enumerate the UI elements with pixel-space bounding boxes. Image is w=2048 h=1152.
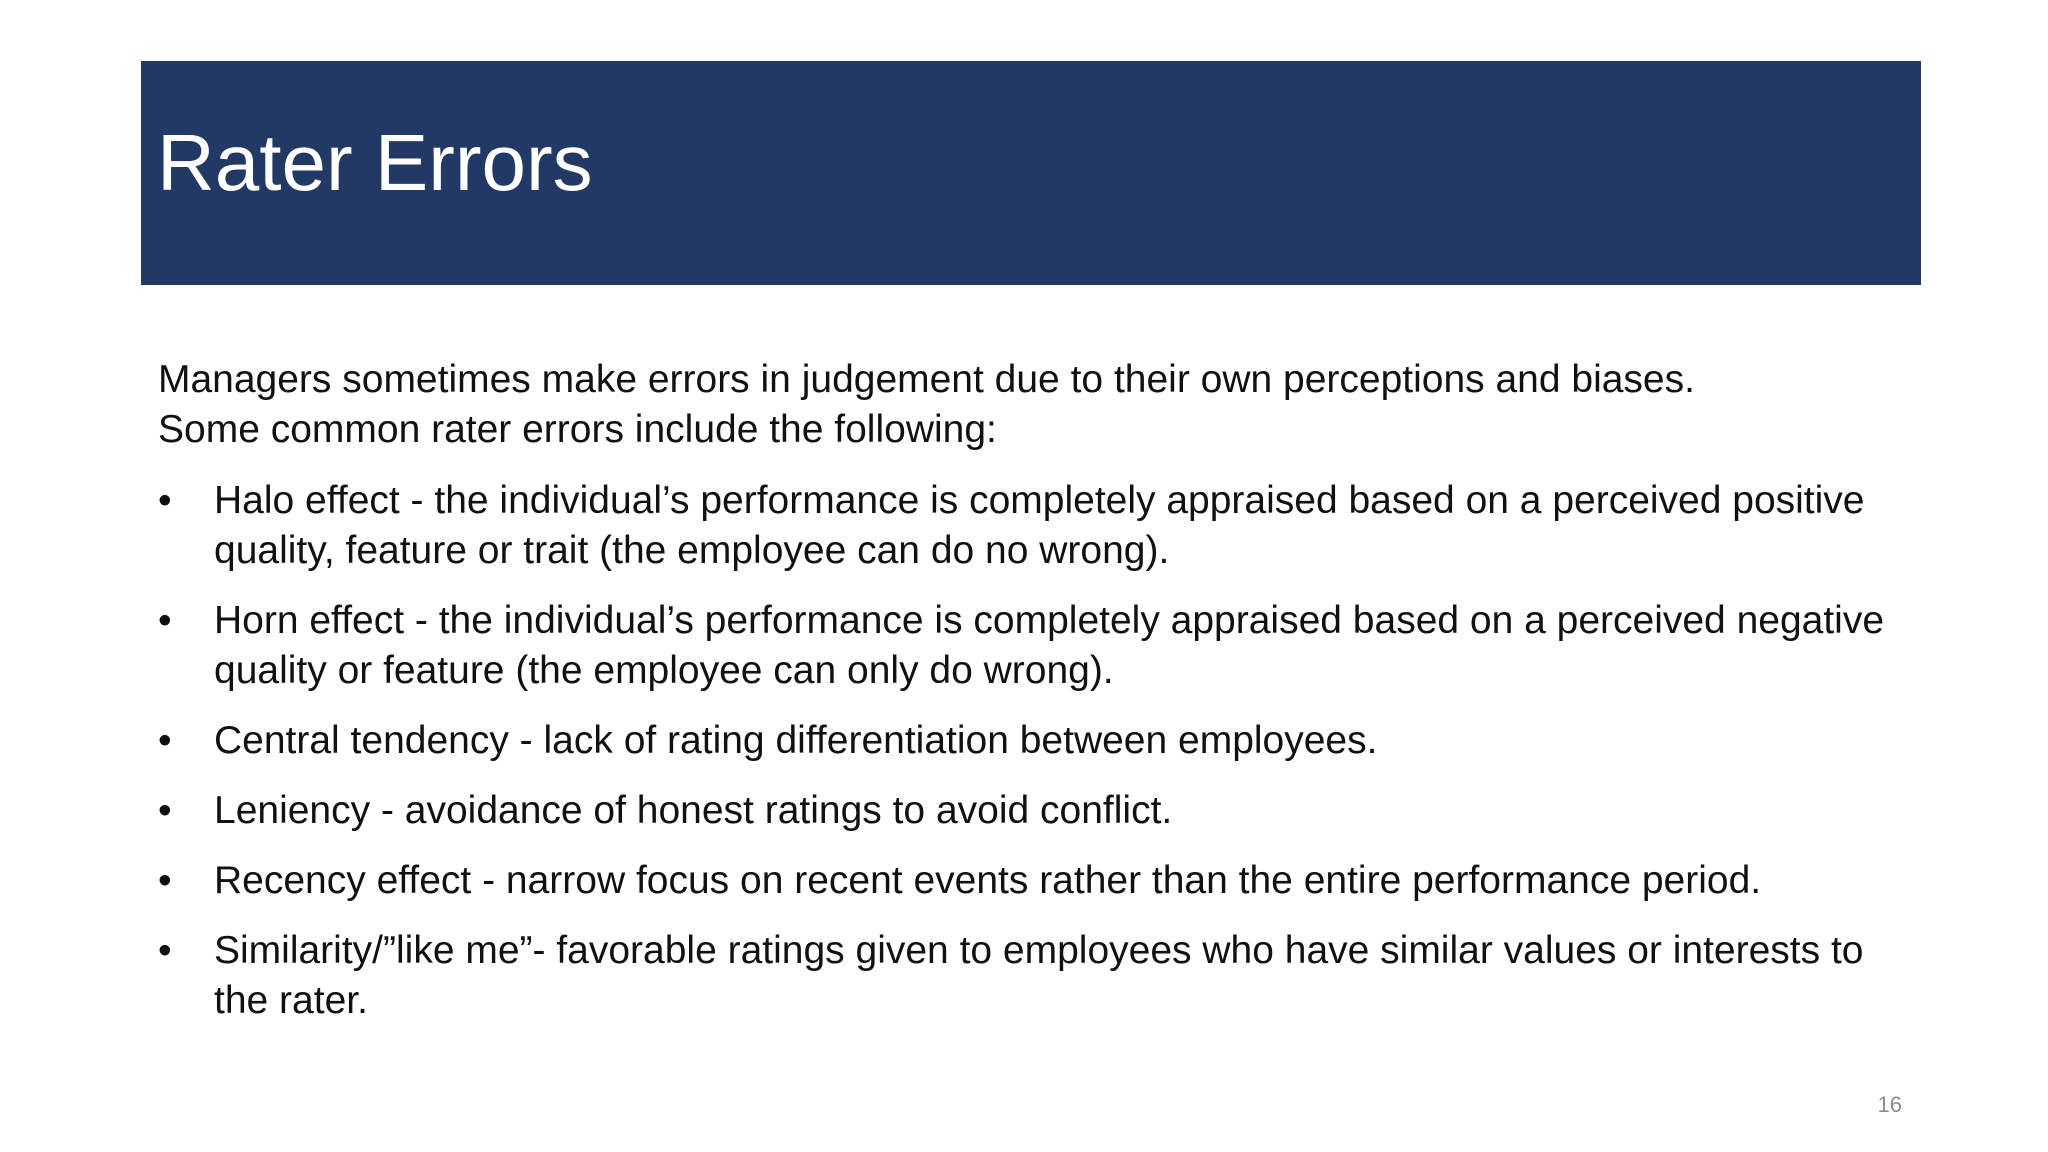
page-number: 16 — [1877, 1092, 1902, 1117]
slide-title: Rater Errors — [157, 118, 593, 207]
bullet-list — [158, 476, 1918, 1026]
bullet-icon: • — [158, 719, 172, 762]
bullet-item-recency-effect — [158, 856, 1918, 906]
bullet-item-horn-effect — [158, 596, 1918, 696]
bullet-icon: • — [158, 859, 172, 902]
bullet-text: Similarity/”like me”- favorable ratings given to employees who have similar values or interests to the rater. — [214, 929, 1864, 1022]
bullet-icon: • — [158, 479, 172, 522]
bullet-item-halo-effect — [158, 476, 1918, 576]
bullet-icon: • — [158, 599, 172, 642]
bullet-text: Horn effect - the individual’s performance is completely appraised based on a perceived negative quality or feature (the employee can only do wrong). — [214, 599, 1885, 692]
title-bar — [141, 61, 1921, 285]
intro-text — [158, 355, 1918, 455]
bullet-icon: • — [158, 789, 172, 832]
bullet-item-central-tendency — [158, 716, 1918, 766]
slide-body — [158, 355, 1918, 1046]
bullet-item-leniency — [158, 786, 1918, 836]
bullet-item-similarity — [158, 926, 1918, 1026]
bullet-icon: • — [158, 929, 172, 972]
bullet-text: Leniency - avoidance of honest ratings to avoid conflict. — [214, 789, 1173, 832]
bullet-text: Halo effect - the individual’s performance is completely appraised based on a perceived positive quality, feature or trait (the employee can do no wrong). — [214, 479, 1865, 572]
intro-line-2: Some common rater errors include the following: — [158, 408, 997, 451]
bullet-text: Central tendency - lack of rating differentiation between employees. — [214, 719, 1378, 762]
bullet-text: Recency effect - narrow focus on recent events rather than the entire performance period. — [214, 859, 1762, 902]
intro-line-1: Managers sometimes make errors in judgement due to their own perceptions and biases. — [158, 358, 1695, 401]
